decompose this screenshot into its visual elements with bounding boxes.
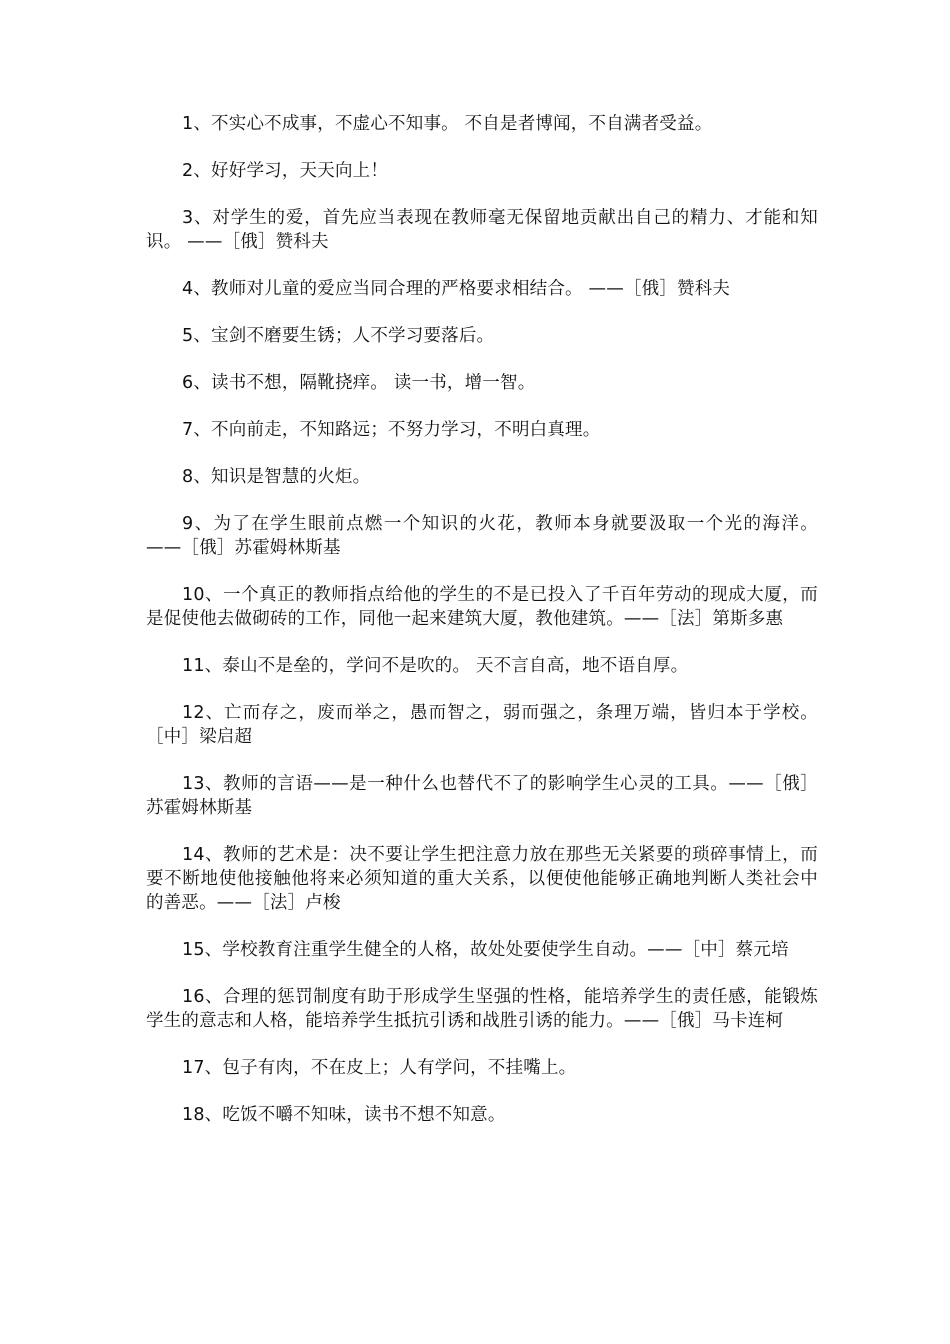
quote-number: 14、 xyxy=(182,845,224,865)
quote-number: 2、 xyxy=(182,161,212,181)
quote-paragraph-2 xyxy=(146,159,818,183)
quote-paragraph-3 xyxy=(146,206,818,254)
quote-text: 教师的艺术是：决不要让学生把注意力放在那些无关紧要的琐碎事情上，而要不断地使他接触他将来必须知道的重大关系，以便使他能够正确地判断人类社会中的善恶。——［法］卢梭 xyxy=(146,845,818,913)
quote-paragraph-9 xyxy=(146,512,818,560)
quote-number: 10、 xyxy=(182,585,224,605)
quote-text: 泰山不是垒的，学问不是吹的。 天不言自高，地不语自厚。 xyxy=(222,656,689,676)
quote-text: 宝剑不磨要生锈；人不学习要落后。 xyxy=(211,326,495,346)
quote-text: 不向前走，不知路远；不努力学习，不明白真理。 xyxy=(211,420,601,440)
quote-text: 学校教育注重学生健全的人格，故处处要使学生自动。——［中］蔡元培 xyxy=(222,940,789,960)
document-body xyxy=(146,112,818,1150)
quote-paragraph-8 xyxy=(146,465,818,489)
quote-number: 17、 xyxy=(182,1058,223,1078)
quote-text: 为了在学生眼前点燃一个知识的火花，教师本身就要汲取一个光的海洋。 ——［俄］苏霍姆林斯基 xyxy=(146,514,818,558)
quote-number: 12、 xyxy=(182,703,225,723)
quote-paragraph-16 xyxy=(146,985,818,1033)
quote-number: 18、 xyxy=(182,1105,223,1125)
quote-paragraph-15 xyxy=(146,938,818,962)
quote-number: 3、 xyxy=(182,208,213,228)
quote-number: 6、 xyxy=(182,373,212,393)
quote-text: 一个真正的教师指点给他的学生的不是已投入了千百年劳动的现成大厦，而是促使他去做砌砖的工作，同他一起来建筑大厦，教他建筑。——［法］第斯多惠 xyxy=(146,585,818,629)
quote-paragraph-7 xyxy=(146,418,818,442)
quote-number: 1、 xyxy=(182,114,212,134)
quote-text: 读书不想，隔靴挠痒。 读一书，增一智。 xyxy=(211,373,536,393)
quote-paragraph-12 xyxy=(146,701,818,749)
quote-number: 5、 xyxy=(182,326,212,346)
quote-paragraph-17 xyxy=(146,1056,818,1080)
quote-text: 对学生的爱，首先应当表现在教师毫无保留地贡献出自己的精力、才能和知识。 ——［俄］赞科夫 xyxy=(146,208,818,252)
quote-paragraph-18 xyxy=(146,1103,818,1127)
quote-number: 7、 xyxy=(182,420,212,440)
quote-paragraph-11 xyxy=(146,654,818,678)
quote-text: 包子有肉，不在皮上；人有学问，不挂嘴上。 xyxy=(222,1058,577,1078)
quote-paragraph-10 xyxy=(146,583,818,631)
quote-text: 教师对儿童的爱应当同合理的严格要求相结合。 ——［俄］赞科夫 xyxy=(211,279,731,299)
quote-number: 4、 xyxy=(182,279,212,299)
quote-text: 吃饭不嚼不知味，读书不想不知意。 xyxy=(222,1105,506,1125)
quote-text: 教师的言语——是一种什么也替代不了的影响学生心灵的工具。——［俄］苏霍姆林斯基 xyxy=(146,774,818,818)
quote-number: 13、 xyxy=(182,774,224,794)
quote-paragraph-4 xyxy=(146,277,818,301)
quote-text: 合理的惩罚制度有助于形成学生坚强的性格，能培养学生的责任感，能锻炼学生的意志和人格，能培养学生抵抗引诱和战胜引诱的能力。——［俄］马卡连柯 xyxy=(146,987,818,1031)
quote-number: 8、 xyxy=(182,467,212,487)
quote-text: 亡而存之，废而举之，愚而智之，弱而强之，条理万端，皆归本于学校。 ［中］梁启超 xyxy=(146,703,818,747)
quote-paragraph-5 xyxy=(146,324,818,348)
quote-number: 16、 xyxy=(182,987,224,1007)
quote-text: 好好学习，天天向上！ xyxy=(211,161,389,181)
quote-number: 11、 xyxy=(182,656,223,676)
quote-text: 不实心不成事，不虚心不知事。 不自是者博闻，不自满者受益。 xyxy=(211,114,713,134)
quote-text: 知识是智慧的火炬。 xyxy=(211,467,371,487)
quote-paragraph-14 xyxy=(146,843,818,915)
quote-paragraph-1 xyxy=(146,112,818,136)
quote-number: 15、 xyxy=(182,940,223,960)
quote-number: 9、 xyxy=(182,514,214,534)
quote-paragraph-13 xyxy=(146,772,818,820)
quote-paragraph-6 xyxy=(146,371,818,395)
